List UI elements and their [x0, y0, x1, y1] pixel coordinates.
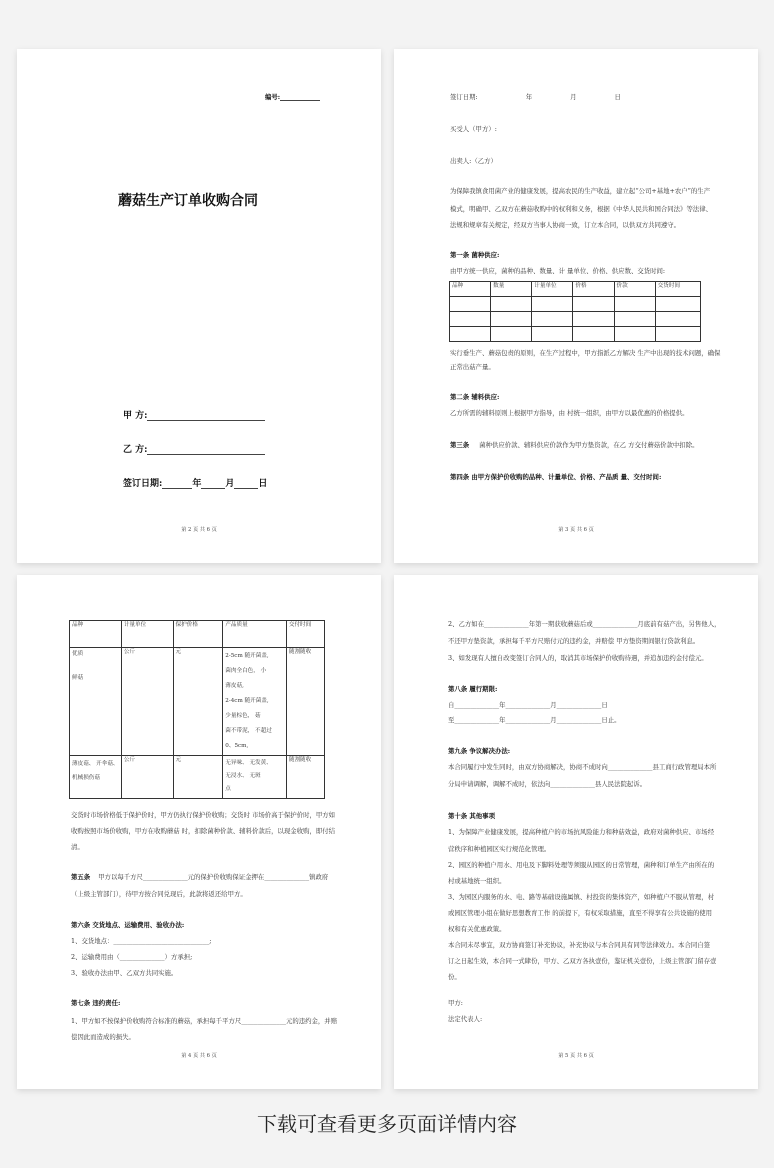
- table-header-cell: 价格: [573, 282, 614, 297]
- table-cell: 随割随收: [286, 648, 324, 756]
- table-cell: 薄皮菇、 开伞菇、 机械损伤菇: [70, 756, 122, 799]
- other-line-1: 1、为保障产业健康发展，提高种植户的市场抗风险能力和种菇效益，政府对菌种供应、市场经: [448, 828, 715, 836]
- article-9-title: 第九条 争议解决办法:: [448, 747, 511, 755]
- document-page-3: [17, 575, 381, 1089]
- party-b-field: 乙 方:: [123, 442, 265, 455]
- penalty-line-2: 不还甲方垫资款，承担每千平方尺赔付元的违约金，并赔偿 甲方垫资期间银行贷款利息。: [448, 637, 700, 645]
- price-clause-line-2: 收购按照市场价收购，甲方在收购蘑菇 时，扣除菌种价款、辅料价款后，以现金收购，即付结: [71, 827, 336, 835]
- table-header-cell: 计量单位: [121, 621, 173, 648]
- other-line-7: 权和有关优惠政策。: [448, 925, 506, 933]
- document-page-2: [394, 49, 758, 563]
- dispute-line-1: 本合同履行中发生同时，由双方协商解决，协商不成时向______________县工商行政管理局本所: [448, 763, 717, 771]
- page-number: 第 4 页 共 6 页: [181, 1053, 217, 1059]
- table-header-cell: 产品质量: [223, 621, 287, 648]
- table-cell: 元: [173, 648, 223, 756]
- other-line-4: 村或基地统一组织。: [448, 877, 506, 885]
- other-line-8: 本合同未尽事宜，双方协商签订补充协议，补充协议与本合同具有同等法律效力。本合同自签: [448, 941, 711, 949]
- seed-supply-table: [449, 281, 701, 342]
- table-cell: 2-5cm 随开菌盖, 菌肉全白色， 小 薄皮菇, 2-4cm 随开菌盖, 少量棕色， 菇 菌不带泥， 不超过 0、5cm,: [223, 648, 287, 756]
- table-header-cell: 交付时间: [286, 621, 324, 648]
- article-5-line: 第五条 甲方以每千方尺______________元的保护价收购保证金押在______________镇政府: [71, 873, 329, 881]
- after-table-line-2: 正常出菇产量。: [450, 363, 495, 371]
- article-6-title: 第六条 交货地点、运输费用、验收办法:: [71, 921, 185, 929]
- other-line-3: 2、园区的种植户用水、用电及下脚料处理等须服从园区的日常管理，菌种和订单生产由所在的: [448, 861, 715, 869]
- article-7-title: 第七条 违约责任:: [71, 999, 121, 1007]
- price-clause-line-3: 清。: [71, 843, 84, 851]
- page-number: 第 3 页 共 6 页: [558, 527, 594, 533]
- intro-line-1: 为保障我镇食用菌产业的健康发展，提高农民的生产收益，建立起“公司+基地+农户”的生产: [450, 187, 711, 195]
- table-header-row: [70, 621, 325, 648]
- protection-price-table: [69, 620, 325, 799]
- party-a-field: 甲 方:: [123, 408, 265, 421]
- price-clause-line-1: 交货时市场价格低于保护价时，甲方仍执行保护价收购；交货时 市场价高于保护价时，甲方如: [71, 811, 336, 819]
- dispute-line-2: 分局申请调解，调解不成时，依法向______________县人民法院起诉。: [448, 780, 647, 788]
- sign-date-field: 签订日期: 年 月 日: [123, 479, 268, 489]
- penalty-line-3: 3、如发现有人擅自改变签订合同人的，取消其市场保护价收购待遇，并追加违约金付偿元。: [448, 654, 708, 662]
- sign-date-line: 签订日期: 年 月 日: [450, 93, 621, 101]
- other-line-9: 订之日起生效，本合同一式肆份，甲方、乙双方各执壹份，鉴证机关壹份，上级主管部门留存壹: [448, 957, 717, 965]
- other-line-5: 3、为园区内服务的水、电、路等基础设施属镇、村投资的集体资产，如种植户不服从管理，村: [448, 893, 715, 901]
- other-line-10: 份。: [448, 973, 461, 981]
- table-cell: 公斤: [121, 756, 173, 799]
- article-5-line-2: （上级主管部门），待甲方按合同兑现后，此款将返还给甲方。: [71, 890, 247, 898]
- table-header-cell: 数量: [491, 282, 532, 297]
- table-header-cell: 交货时间: [655, 282, 700, 297]
- buyer-line: 买受人（甲方）:: [450, 125, 497, 133]
- document-page-4: [394, 575, 758, 1089]
- page-number: 第 2 页 共 6 页: [181, 527, 217, 533]
- article-2-title: 第二条 辅料供应:: [450, 393, 500, 401]
- footer-caption: 下载可查看更多页面详情内容: [257, 1112, 517, 1136]
- other-line-6: 或园区管理小组在做好思想教育工作 的前提下，有权采取措施，直至不得享有公共设施的使用: [448, 909, 713, 917]
- table-header-cell: 品种: [450, 282, 491, 297]
- table-cell: 公斤: [121, 648, 173, 756]
- after-table-line-1: 实行垂生产、蘑菇包责的原则，在生产过程中，甲方指派乙方解决 生产中出现的技术问题，确保: [450, 349, 721, 357]
- table-cell: 元: [173, 756, 223, 799]
- article-6-item-1: 1、交货地点：______________________________;: [71, 937, 212, 945]
- article-1-text: 由甲方统一供应，菌种的品种、数量、计 量单位、价格、供应数、交货时间:: [450, 267, 666, 275]
- table-header-row: [450, 282, 701, 297]
- table-row: [450, 297, 701, 312]
- table-cell: 优质 鲜菇: [70, 648, 122, 756]
- page-title: 蘑菇生产订单收购合同: [118, 193, 258, 209]
- table-header-cell: 保护价格: [173, 621, 223, 648]
- article-4-title: 第四条 由甲方保护价收购的品种、计量单位、价格、产品质 量、交付时间:: [450, 473, 662, 481]
- table-row: [450, 312, 701, 327]
- table-header-cell: 品种: [70, 621, 122, 648]
- article-1-title: 第一条 菌种供应:: [450, 251, 500, 259]
- table-row: [70, 756, 325, 799]
- party-a-signature: 甲方:: [448, 999, 463, 1007]
- table-row: [450, 327, 701, 342]
- term-end-line: 至______________年______________月______________日止。: [448, 716, 621, 724]
- table-header-cell: 计量单位: [532, 282, 573, 297]
- table-cell: 随割随收: [286, 756, 324, 799]
- table-header-cell: 价款: [614, 282, 655, 297]
- document-page-1: [17, 49, 381, 563]
- intro-line-3: 法规和规章有关规定，经双方当事人协商一致，订立本合同，以供双方共同遵守。: [450, 221, 681, 229]
- article-7-line-2: 偿因此而造成的损失。: [71, 1033, 135, 1041]
- table-row: [70, 648, 325, 756]
- other-line-2: 营秩序和种植园区实行规范化管理。: [448, 845, 551, 853]
- article-10-title: 第十条 其他事项: [448, 812, 495, 820]
- page-number: 第 5 页 共 6 页: [558, 1053, 594, 1059]
- article-2-text: 乙方所需的辅料原则上根据甲方指导，由 村统一组织，由甲方以最优惠的价格提供。: [450, 409, 689, 417]
- article-6-item-2: 2、运输费用由（______________）方承担;: [71, 953, 193, 961]
- table-cell: 无异味、 无发黄、 无浸水、 无斑 点: [223, 756, 287, 799]
- intro-line-2: 模式，明确甲、乙双方在蘑菇收购中的权利和义务，根据《中华人民共和国合同法》等法律、: [450, 205, 713, 213]
- article-6-item-3: 3、验收办法由甲、乙双方共同实施。: [71, 969, 178, 977]
- article-7-line-1: 1、甲方如不按保护价收购符合标准的蘑菇，承担每千平方尺______________元的违约金，并赔: [71, 1017, 338, 1025]
- penalty-line-1: 2、乙方如在______________年第一期获收蘑菇后或______________月底前有菇产出，另售他人，: [448, 620, 721, 628]
- article-3-line: 第三条 菌种供应价款、辅料供应价款作为甲方垫资款，在乙 方交付蘑菇价款中扣除。: [450, 441, 699, 449]
- seller-line: 出卖人:（乙方）: [450, 157, 497, 165]
- contract-number-label: 编号:: [265, 93, 320, 101]
- term-start-line: 自______________年______________月______________日: [448, 701, 608, 709]
- article-8-title: 第八条 履行期限:: [448, 685, 498, 693]
- legal-representative: 法定代表人:: [448, 1015, 483, 1023]
